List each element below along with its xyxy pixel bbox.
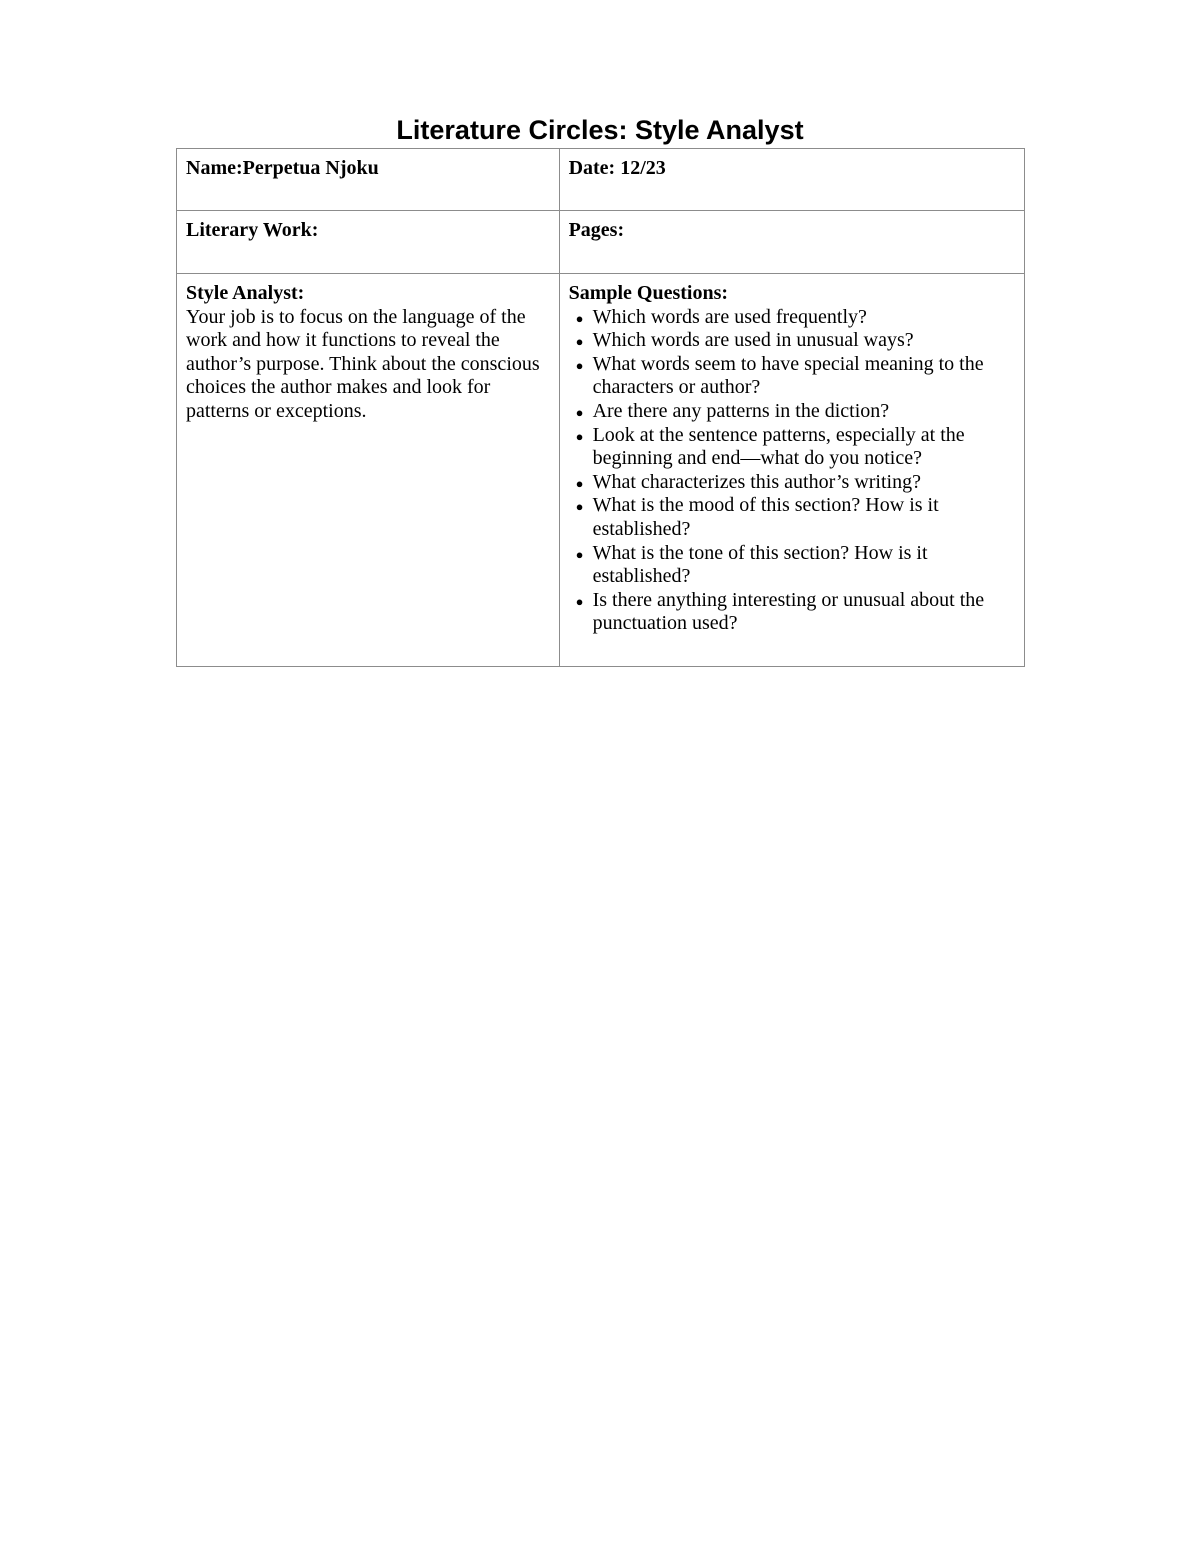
questions-cell bbox=[559, 274, 1024, 667]
name-value: Perpetua Njoku bbox=[242, 157, 379, 179]
list-item bbox=[575, 470, 1015, 495]
name-cell bbox=[177, 149, 560, 211]
bullet-icon: ● bbox=[575, 428, 584, 444]
question-text: Look at the sentence patterns, especially at the beginning and end—what do you notice? bbox=[592, 423, 965, 470]
question-text: Which words are used frequently? bbox=[592, 305, 867, 328]
bullet-icon: ● bbox=[575, 310, 584, 326]
role-cell bbox=[177, 274, 560, 667]
role-heading: Style Analyst: bbox=[186, 282, 305, 304]
question-text: What characterizes this author’s writing? bbox=[592, 470, 921, 493]
date-value: 12/23 bbox=[620, 157, 666, 179]
questions-list bbox=[569, 306, 1015, 636]
bullet-icon: ● bbox=[575, 334, 584, 350]
date-label: Date: bbox=[568, 157, 616, 179]
list-item bbox=[575, 305, 1015, 330]
question-text: What is the tone of this section? How is it established? bbox=[592, 541, 928, 588]
table-row bbox=[177, 149, 1025, 211]
name-label: Name: bbox=[186, 157, 243, 179]
pages-label: Pages: bbox=[568, 219, 625, 241]
bullet-icon: ● bbox=[575, 546, 584, 562]
literary-work-cell bbox=[177, 211, 560, 274]
list-item bbox=[575, 352, 1015, 400]
list-item bbox=[575, 494, 1015, 541]
question-text: What words seem to have special meaning to the characters or author? bbox=[592, 352, 984, 399]
date-cell bbox=[559, 149, 1024, 211]
question-text: What is the mood of this section? How is it established? bbox=[592, 494, 939, 540]
list-item bbox=[575, 541, 1015, 589]
question-text: Which words are used in unusual ways? bbox=[592, 329, 914, 352]
pages-cell bbox=[559, 211, 1024, 274]
list-item bbox=[575, 329, 1015, 353]
worksheet-table bbox=[176, 148, 1025, 667]
question-text: Is there anything interesting or unusual about the punctuation used? bbox=[592, 588, 985, 635]
page-title: Literature Circles: Style Analyst bbox=[396, 115, 804, 145]
question-text: Are there any patterns in the diction? bbox=[592, 399, 890, 422]
bullet-icon: ● bbox=[575, 357, 584, 373]
questions-heading: Sample Questions: bbox=[568, 282, 729, 304]
table-row bbox=[177, 274, 1025, 667]
bullet-icon: ● bbox=[575, 593, 584, 609]
bullet-icon: ● bbox=[575, 475, 584, 491]
role-description: Your job is to focus on the language of the work and how it functions to reveal the author’s purpose. Think about the conscious choices the author makes and look for patterns or exceptions. bbox=[186, 305, 540, 422]
table-row bbox=[177, 211, 1025, 274]
list-item bbox=[575, 423, 1015, 471]
bullet-icon: ● bbox=[575, 499, 584, 515]
bullet-icon: ● bbox=[575, 404, 584, 420]
list-item bbox=[575, 588, 1015, 636]
literary-work-label: Literary Work: bbox=[186, 219, 319, 241]
list-item bbox=[575, 399, 1015, 424]
